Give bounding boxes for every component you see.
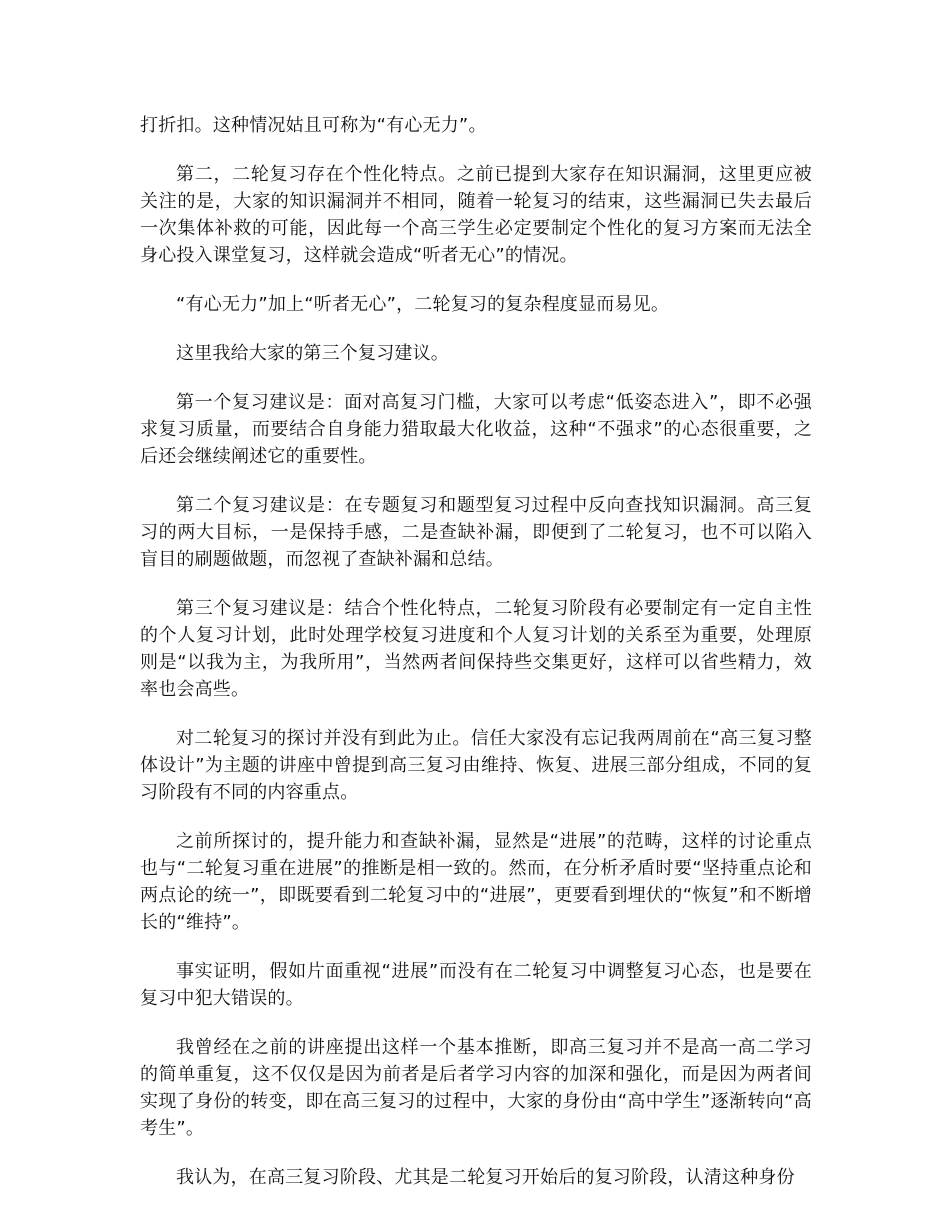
paragraph: “有心无力”加上“听者无心”，二轮复习的复杂程度显而易见。 xyxy=(176,294,670,315)
paragraph: 对二轮复习的探讨并没有到此为止。信任大家没有忘记我两周前在“高三复习整体设计”为主题的讲座中曾提到高三复习由维持、恢复、进展三部分组成，不同的复习阶段有不同的内容重点。 xyxy=(140,728,812,803)
paragraph: 第二，二轮复习存在个性化特点。之前已提到大家存在知识漏洞，这里更应被关注的是，大家的知识漏洞并不相同，随着一轮复习的结束，这些漏洞已失去最后一次集体补救的可能，因此每一个高三学生必定要制定个性化的复习方案而无法全身心投入课堂复习，这样就会造成“听者无心”的情况。 xyxy=(140,164,812,266)
paragraph: 我认为，在高三复习阶段、尤其是二轮复习开始后的复习阶段，认清这种身份 xyxy=(176,1167,795,1188)
paragraph: 我曾经在之前的讲座提出这样一个基本推断，即高三复习并不是高一高二学习的简单重复，这不仅仅是因为前者是后者学习内容的加深和强化，而是因为两者间实现了身份的转变，即在高三复习的过程中，大家的身份由“高中学生”逐渐转向“高考生”。 xyxy=(140,1037,812,1139)
paragraph: 第一个复习建议是：面对高复习门槛，大家可以考虑“低姿态进入”，即不必强求复习质量，而要结合自身能力猎取最大化收益，这种“不强求”的心态很重要，之后还会继续阐述它的重要性。 xyxy=(140,392,812,467)
paragraph: 第二个复习建议是：在专题复习和题型复习过程中反向查找知识漏洞。高三复习的两大目标，一是保持手感，二是查缺补漏，即便到了二轮复习，也不可以陷入盲目的刷题做题，而忽视了查缺补漏和总结。 xyxy=(140,495,812,570)
paragraph: 之前所探讨的，提升能力和查缺补漏，显然是“进展”的范畴，这样的讨论重点也与“二轮复习重在进展”的推断是相一致的。然而，在分析矛盾时要“坚持重点论和两点论的统一”，即既要看到二轮复习中的“进展”，更要看到埋伏的“恢复”和不断增长的“维持”。 xyxy=(140,831,812,933)
paragraph: 这里我给大家的第三个复习建议。 xyxy=(176,343,449,364)
document-page xyxy=(140,112,812,1213)
paragraph-continuation: 打折扣。这种情况姑且可称为“有心无力”。 xyxy=(140,115,487,136)
paragraph: 事实证明，假如片面重视“进展”而没有在二轮复习中调整复习心态，也是要在复习中犯大错误的。 xyxy=(140,961,812,1009)
paragraph: 第三个复习建议是：结合个性化特点，二轮复习阶段有必要制定有一定自主性的个人复习计划，此时处理学校复习进度和个人复习计划的关系至为重要，处理原则是“以我为主，为我所用”，当然两者间保持些交集更好，这样可以省些精力，效率也会高些。 xyxy=(140,598,812,700)
